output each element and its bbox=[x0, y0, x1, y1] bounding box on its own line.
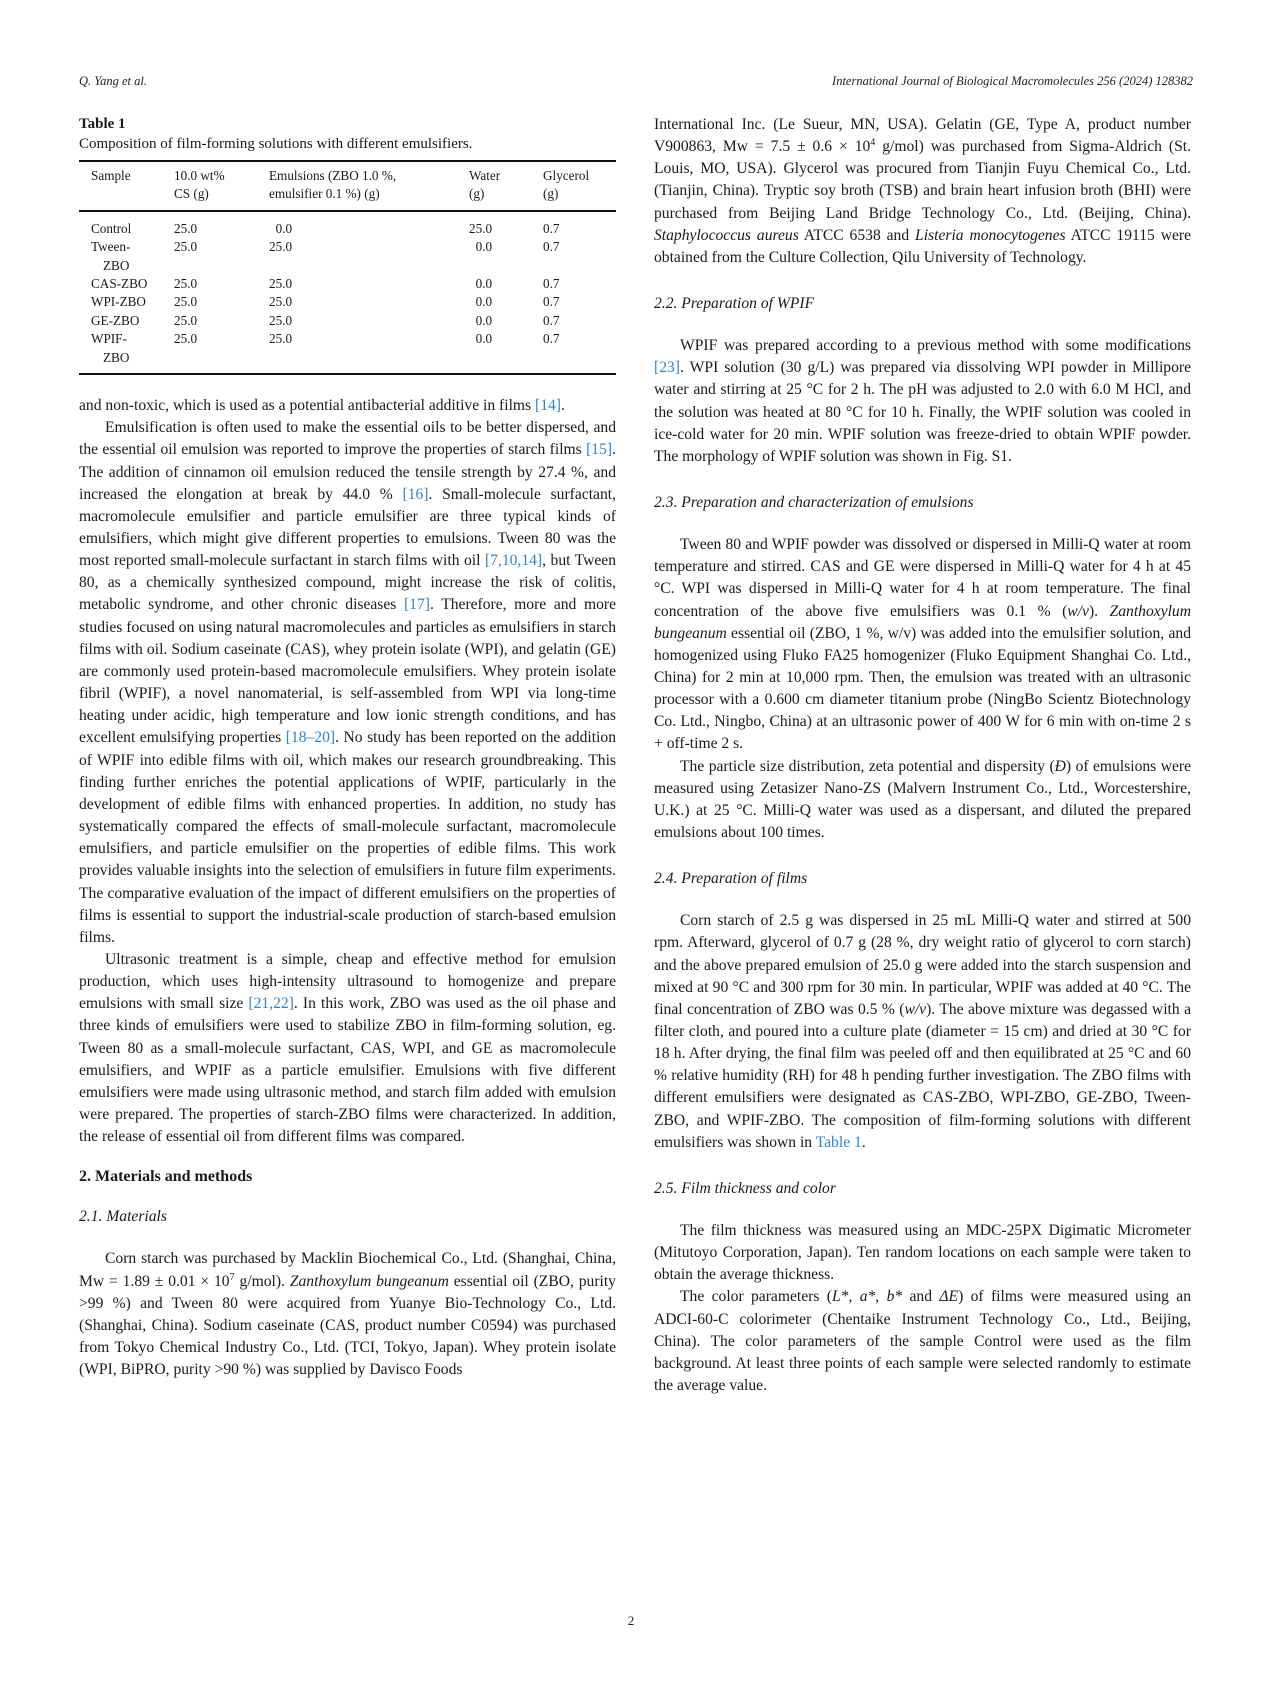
subsection-heading: 2.5. Film thickness and color bbox=[654, 1179, 836, 1197]
citation-link[interactable]: [17] bbox=[403, 596, 430, 614]
table-row bbox=[79, 211, 616, 238]
cell-cs: 25.0 bbox=[174, 312, 198, 328]
paragraph: International Inc. (Le Sueur, MN, USA). Gelatin (GE, Type A, product number V900863, $Mw = 7.5 \pm 0.6 \times 10^4$ g/mol) was purchased from Sigma-Aldrich (St. Louis, MO, USA). Glycerol was procured from Tianjin Fuyu Chemical Co., Ltd. (Tianjin, China). Tryptic soy broth (TSB) and brain heart infusion broth (BHI) were purchased from Beijing Land Bridge Technology Co., Ltd. (Beijing, China). Staphylococcus aureus ATCC 6538 and Listeria monocytogenes ATCC 19115 were obtained from the Culture Collection, Qilu University of Technology. bbox=[654, 116, 1191, 266]
paragraph: Tween 80 and WPIF powder was dissolved or dispersed in Milli-Q water at room temperature and stirred. CAS and GE were dispersed in Milli-Q water for 4 h at 45 °C. WPI was dispersed in Milli-Q water for 4 h at room temperature. The final concentration of the above five emulsifiers was 0.1 % (w/v). Zanthoxylum bungeanum essential oil (ZBO, 1 %, w/v) was added into the emulsifier solution, and homogenized using Fluko FA25 homogenizer (Fluko Equipment Shanghai Co. Ltd., China) for 2 min at 10,000 rpm. Then, the emulsion was treated with an ultrasonic processor with a 0.600 cm diameter titanium probe (NingBo Scientz Biotechnology Co. Ltd., Ningbo, China) at an ultrasonic power of 400 W for 6 min with on-time 2 s + off-time 2 s. bbox=[654, 536, 1191, 753]
paragraph: WPIF was prepared according to a previous method with some modifications [23]. WPI solution (30 g/L) was prepared via dissolving WPI powder in Millipore water and stirring at 25 °C for 2 h. The pH was adjusted to 2.0 with 6.0 M HCl, and the solution was heated at 80 °C for 10 h. Finally, the WPIF solution was cooled in ice-cold water for 20 min. WPIF solution was freeze-dried to obtain WPIF powder. The morphology of WPIF solution was shown in Fig. S1. bbox=[654, 337, 1191, 465]
cell-cs: 25.0 bbox=[174, 220, 198, 236]
subsection-heading: 2.2. Preparation of WPIF bbox=[654, 295, 815, 313]
subsection-heading: 2.3. Preparation and characterization of emulsions bbox=[654, 494, 974, 512]
citation-link[interactable]: [23] bbox=[654, 359, 680, 377]
cell-water: 0.0 bbox=[475, 239, 493, 255]
cell-emulsion: 25.0 bbox=[269, 331, 293, 347]
col-header-emulsions: Emulsions (ZBO 1.0 %, emulsifier 0.1 %) (g) bbox=[269, 168, 397, 202]
right-column bbox=[654, 114, 1191, 1397]
table-header-row bbox=[79, 161, 616, 211]
cell-sample: GE-ZBO bbox=[91, 312, 140, 328]
cell-glycerol: 0.7 bbox=[543, 294, 560, 310]
paragraph: Emulsification is often used to make the essential oils to be better dispersed, and the essential oil emulsion was reported to improve the properties of starch films [15]. The addition of cinnamon oil emulsion reduced the tensile strength by 27.4 %, and increased the elongation at break by 44.0 % [16]. Small-molecule surfactant, macromolecule emulsifier and particle emulsifier are three typical kinds of emulsifiers, which might give different properties to emulsions. Tween 80 was the most reported small-molecule surfactant in starch films with oil [7,10,14], but Tween 80, as a chemically synthesized compound, might increase the risk of colitis, metabolic syndrome, and other chronic diseases [17]. Therefore, more and more studies focused on using natural macromolecules and particles as emulsifiers in starch films with oil. Sodium caseinate (CAS), whey protein isolate (WPI), and gelatin (GE) are commonly used protein-based macromolecule emulsifiers. Whey protein isolate fibril (WPIF), a novel nanomaterial, is self-assembled from WPI via long-time heating under acidic, high temperature and low ionic strength conditions, and has excellent emulsifying properties [18–20]. No study has been reported on the addition of WPIF into edible films with oil, which makes our research groundbreaking. This finding further enriches the potential applications of WPIF, particularly in the development of edible films with enhanced properties. In addition, no study has systematically compared the effects of small-molecule surfactant, macromolecule emulsifiers, and particle emulsifier on the properties of edible films. This work provides valuable insights into the selection of emulsifiers in future film experiments. The comparative evaluation of the impact of different emulsifiers on the properties of films is essential to support the industrial-scale production of starch-based emulsion films. bbox=[79, 419, 616, 946]
cell-emulsion: 0.0 bbox=[275, 220, 293, 236]
subsection-heading: 2.1. Materials bbox=[79, 1208, 167, 1226]
cell-glycerol: 0.7 bbox=[543, 331, 560, 347]
table-row bbox=[79, 293, 616, 311]
running-head-authors: Q. Yang et al. bbox=[79, 74, 147, 88]
table-reference-link[interactable]: Table 1 bbox=[815, 1133, 862, 1151]
table-row bbox=[79, 275, 616, 293]
table-row bbox=[79, 312, 616, 330]
cell-glycerol: 0.7 bbox=[543, 239, 560, 255]
cell-sample: CAS-ZBO bbox=[91, 276, 148, 292]
cell-glycerol: 0.7 bbox=[543, 312, 560, 328]
cell-cs: 25.0 bbox=[174, 331, 198, 347]
citation-link[interactable]: [7,10,14] bbox=[484, 552, 543, 570]
table-caption: Composition of film-forming solutions with different emulsifiers. bbox=[79, 136, 473, 152]
paragraph: The color parameters (L*, a*, b* and ΔE) of films were measured using an ADCI-60-C colorimeter (Chentaike Instrument Technology Co., Ltd., Beijing, China). The color parameters of the sample Control were used as the film background. At least three points of each sample were selected randomly to estimate the average value. bbox=[654, 1288, 1192, 1395]
running-head-journal: International Journal of Biological Macromolecules 256 (2024) 128382 bbox=[832, 74, 1193, 88]
left-column bbox=[79, 114, 616, 1381]
paragraph: Ultrasonic treatment is a simple, cheap and effective method for emulsion production, which uses high-intensity ultrasound to homogenize and prepare emulsions with small size [21,22]. In this work, ZBO was used as the oil phase and three kinds of emulsifiers were used to stabilize ZBO in film-forming solution, eg. Tween 80 as a small-molecule surfactant, CAS, WPI, and GE as macromolecule emulsifiers, and WPIF as a particle emulsifier. Emulsions with five different emulsifiers were made using ultrasonic method, and starch film added with emulsion were prepared. The properties of starch-ZBO films were characterized. In addition, the release of essential oil from different films was compared. bbox=[79, 950, 616, 1146]
cell-cs: 25.0 bbox=[174, 294, 198, 310]
col-header-glycerol: Glycerol (g) bbox=[543, 168, 590, 202]
citation-link[interactable]: [16] bbox=[402, 485, 429, 503]
citation-link[interactable]: [14] bbox=[535, 397, 561, 415]
cell-sample: WPI-ZBO bbox=[91, 294, 146, 310]
col-header-water: Water (g) bbox=[469, 168, 501, 202]
page-number: 2 bbox=[627, 1613, 635, 1628]
cell-emulsion: 25.0 bbox=[269, 239, 293, 255]
citation-link[interactable]: [18–20] bbox=[285, 729, 336, 747]
paragraph: The film thickness was measured using an MDC-25PX Digimatic Micrometer (Mitutoyo Corporation, Japan). Ten random locations on each sample were taken to obtain the average thickness. bbox=[654, 1221, 1191, 1284]
cell-glycerol: 0.7 bbox=[543, 220, 560, 236]
cell-water: 0.0 bbox=[475, 312, 493, 328]
paragraph: The particle size distribution, zeta potential and dispersity (Đ) of emulsions were measured using Zetasizer Nano-ZS (Malvern Instrument Co., Ltd., Worcestershire, U.K.) at 25 °C. Milli-Q water was used as a dispersant, and diluted the prepared emulsions about 100 times. bbox=[654, 757, 1191, 842]
cell-emulsion: 25.0 bbox=[269, 294, 293, 310]
section-heading: 2. Materials and methods bbox=[79, 1168, 253, 1186]
col-header-sample: Sample bbox=[91, 168, 131, 183]
composition-table bbox=[79, 160, 616, 375]
paragraph: Corn starch of 2.5 g was dispersed in 25 mL Milli-Q water and stirred at 500 rpm. Afterward, glycerol of 0.7 g (28 %, dry weight ratio of glycerol to corn starch) and the above prepared emulsion of 25.0 g were added into the starch suspension and mixed at 90 °C and 300 rpm for 30 min. In particular, WPIF was added at 40 °C. The final concentration of ZBO was 0.5 % (w/v). The above mixture was degassed with a filter cloth, and poured into a culture plate (diameter = 15 cm) and dried at 30 °C for 18 h. After drying, the final film was peeled off and then equilibrated at 25 °C and 60 % relative humidity (RH) for 48 h pending further investigation. The ZBO films with different emulsifiers were designated as CAS-ZBO, WPI-ZBO, GE-ZBO, Tween-ZBO, and WPIF-ZBO. The composition of film-forming solutions with different emulsifiers was shown in Table 1. bbox=[654, 912, 1191, 1151]
table-row bbox=[79, 330, 616, 374]
cell-sample: Tween- ZBO bbox=[91, 239, 131, 273]
citation-link[interactable]: [21,22] bbox=[248, 995, 294, 1013]
cell-water: 0.0 bbox=[475, 276, 493, 292]
table-1 bbox=[79, 114, 616, 375]
table-label: Table 1 bbox=[79, 116, 126, 132]
citation-link[interactable]: [15] bbox=[586, 441, 613, 459]
col-header-cs: 10.0 wt% CS (g) bbox=[174, 168, 225, 202]
paragraph: Corn starch was purchased by Macklin Biochemical Co., Ltd. (Shanghai, China, $Mw = 1.89 \pm 0.01 \times 10^7$ g/mol). Zanthoxylum bungeanum essential oil (ZBO, purity >99 %) and Tween 80 were acquired from Yuanye Bio-Technology Co., Ltd. (Shanghai, China). Sodium caseinate (CAS, product number C0594) was purchased from Tokyo Chemical Industry Co., Ltd. (TCI, Tokyo, Japan). Whey protein isolate (WPI, BiPRO, purity >90 %) was supplied by Davisco Foods bbox=[79, 1250, 616, 1379]
cell-sample: Control bbox=[91, 220, 132, 236]
paragraph: and non-toxic, which is used as a potential antibacterial additive in films [14]. bbox=[79, 397, 565, 415]
cell-emulsion: 25.0 bbox=[269, 276, 293, 292]
cell-cs: 25.0 bbox=[174, 239, 198, 255]
cell-sample: WPIF- ZBO bbox=[91, 331, 130, 365]
cell-cs: 25.0 bbox=[174, 276, 198, 292]
cell-water: 0.0 bbox=[475, 331, 493, 347]
cell-emulsion: 25.0 bbox=[269, 312, 293, 328]
subsection-heading: 2.4. Preparation of films bbox=[654, 870, 808, 888]
cell-water: 25.0 bbox=[469, 220, 493, 236]
cell-water: 0.0 bbox=[475, 294, 493, 310]
table-row bbox=[79, 238, 616, 275]
cell-glycerol: 0.7 bbox=[543, 276, 560, 292]
